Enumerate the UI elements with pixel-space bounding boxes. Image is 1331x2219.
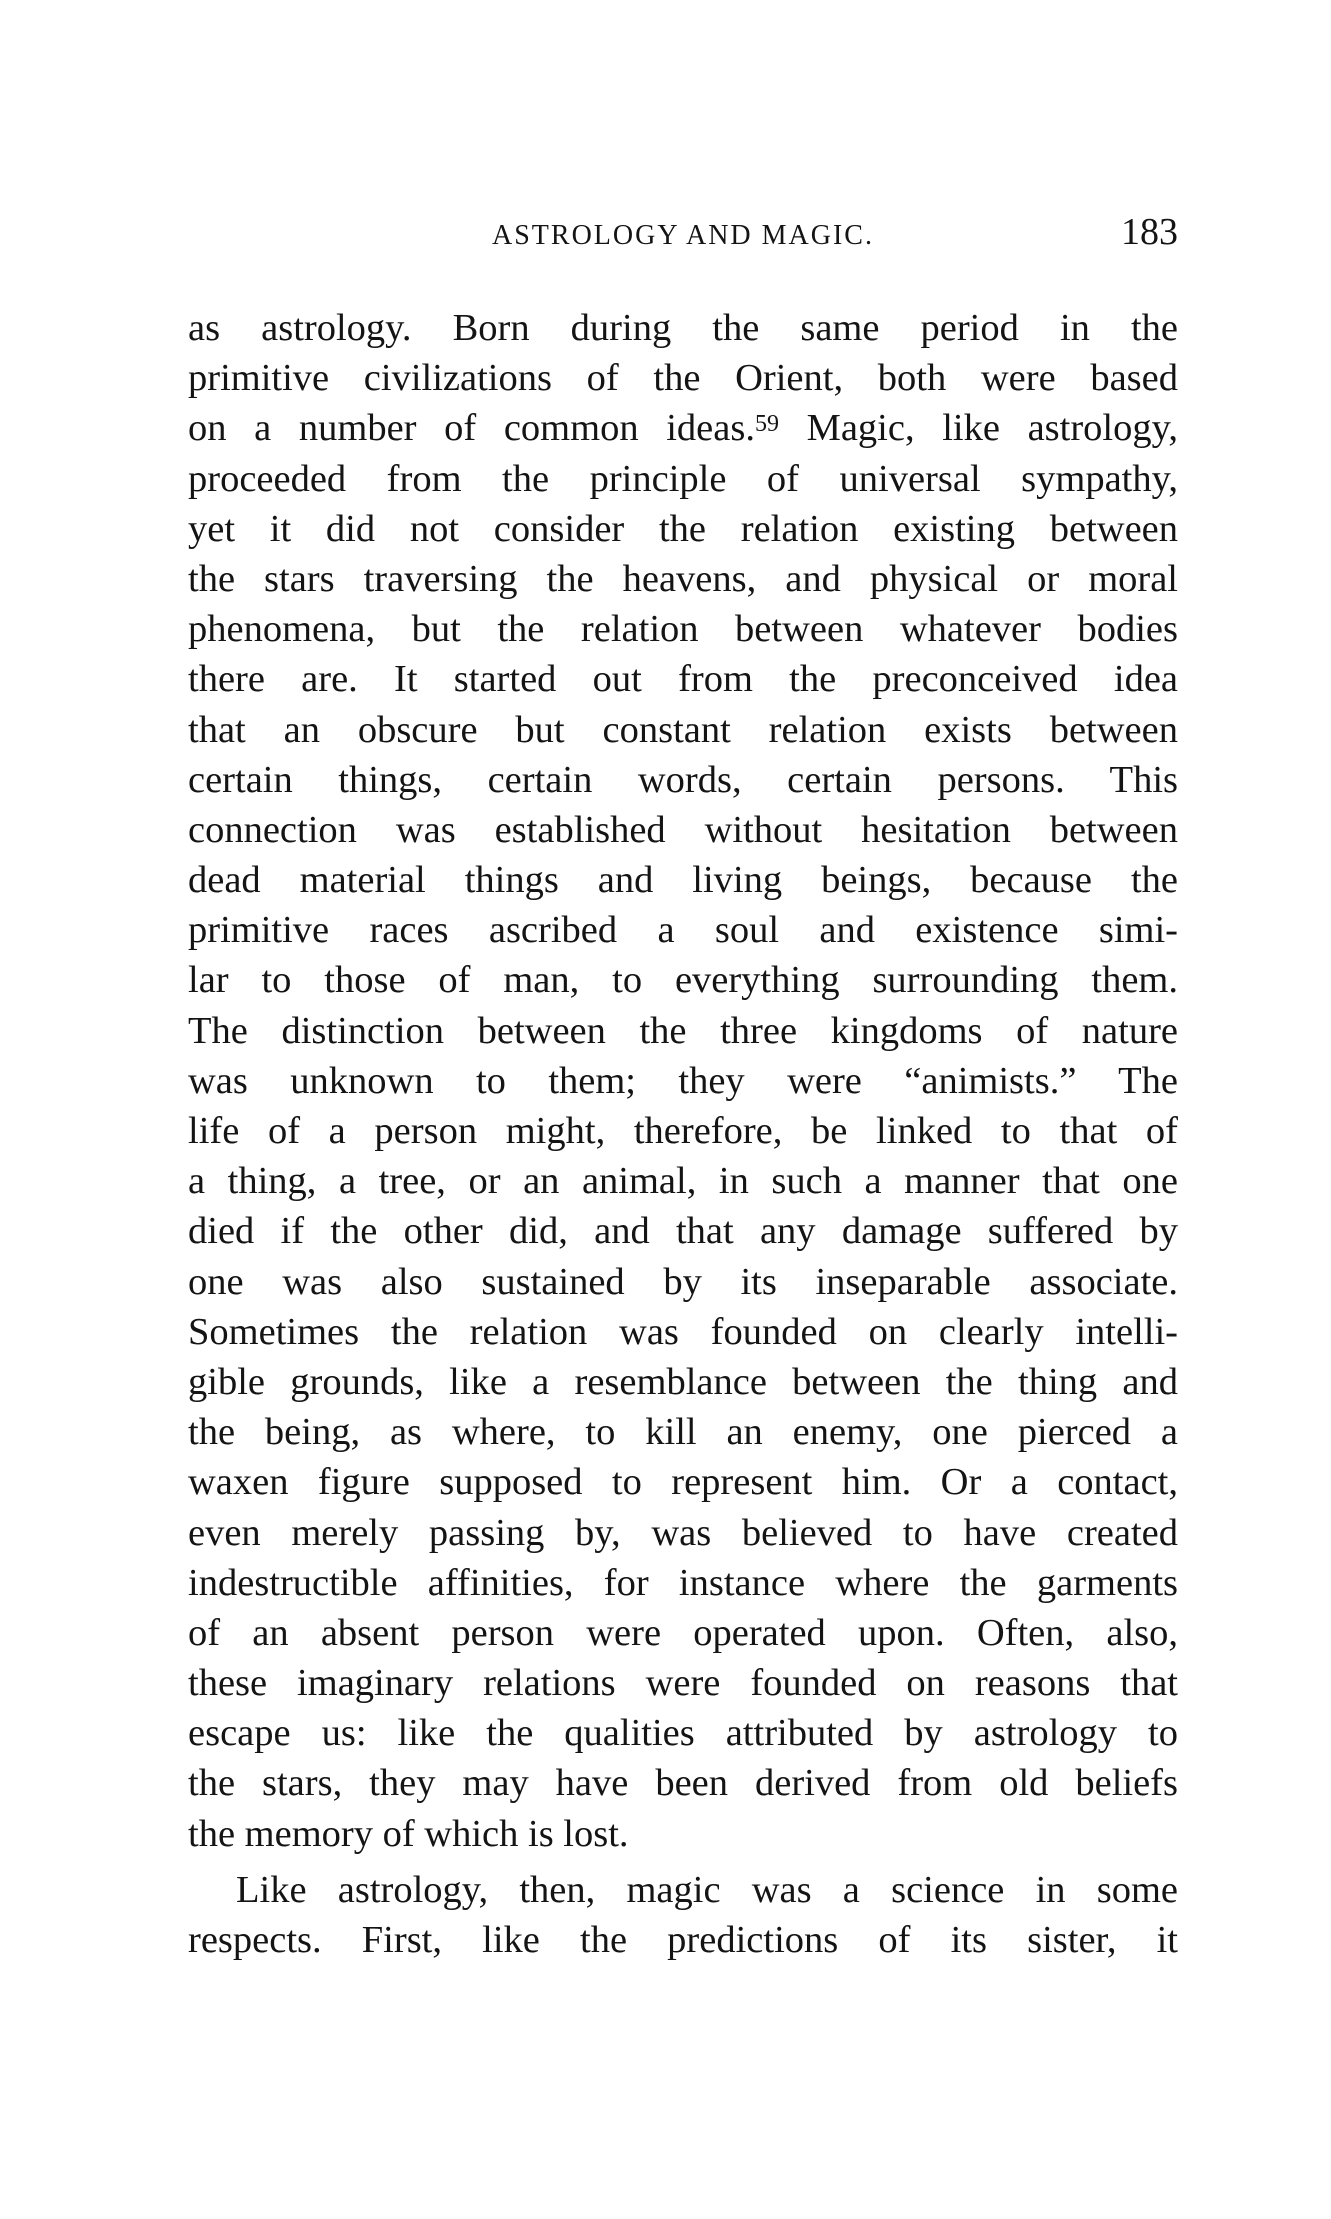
text-line: yet it did not consider the relation existing between <box>188 507 1178 550</box>
text-line: the stars, they may have been derived from old beliefs <box>188 1762 1178 1805</box>
text-segment: on a number of common ideas. <box>188 407 755 450</box>
text-line: a thing, a tree, or an animal, in such a manner that one <box>188 1160 1178 1203</box>
text-line: these imaginary relations were founded on reasons that <box>188 1662 1178 1705</box>
text-line <box>188 403 1178 453</box>
text-line: dead material things and living beings, because the <box>188 859 1178 902</box>
text-line: waxen figure supposed to represent him. Or a contact, <box>188 1461 1178 1504</box>
text-line: died if the other did, and that any damage suffered by <box>188 1210 1178 1253</box>
text-line: the being, as where, to kill an enemy, one pierced a <box>188 1411 1178 1454</box>
text-line: phenomena, but the relation between whatever bodies <box>188 608 1178 651</box>
text-line: proceeded from the principle of universal sympathy, <box>188 457 1178 500</box>
text-line: as astrology. Born during the same period in the <box>188 307 1178 349</box>
text-line: even merely passing by, was believed to have created <box>188 1511 1178 1554</box>
text-line: life of a person might, therefore, be linked to that of <box>188 1110 1178 1152</box>
text-line: primitive races ascribed a soul and existence simi- <box>188 909 1178 952</box>
text-line: the memory of which is lost. <box>188 1812 629 1855</box>
text-line: was unknown to them; they were “animists.” The <box>188 1059 1178 1102</box>
text-line: gible grounds, like a resemblance between the thing and <box>188 1360 1178 1403</box>
text-segment: Magic, like astrology, <box>778 407 1179 450</box>
text-line: there are. It started out from the preconceived idea <box>188 658 1178 701</box>
text-line: Like astrology, then, magic was a science in some <box>236 1868 1178 1911</box>
text-line: of an absent person were operated upon. Often, also, <box>188 1611 1178 1654</box>
text-line: primitive civilizations of the Orient, both were based <box>188 357 1178 400</box>
text-line: escape us: like the qualities attributed by astrology to <box>188 1712 1178 1755</box>
text-line: indestructible affinities, for instance where the garments <box>188 1561 1178 1604</box>
text-line: Sometimes the relation was founded on clearly intelli- <box>188 1310 1178 1353</box>
footnote-reference: 59 <box>754 411 779 438</box>
running-head <box>188 210 1178 260</box>
text-line: one was also sustained by its inseparable associate. <box>188 1260 1178 1303</box>
page-number: 183 <box>1121 211 1178 253</box>
running-title: ASTROLOGY AND MAGIC. <box>492 220 874 251</box>
body-text <box>188 303 1178 1965</box>
text-line: respects. First, like the predictions of its sister, it <box>188 1919 1178 1961</box>
text-line: connection was established without hesitation between <box>188 808 1178 851</box>
paragraph-2 <box>188 1865 1178 1965</box>
text-line: lar to those of man, to everything surrounding them. <box>188 959 1178 1002</box>
paragraph-1 <box>188 303 1178 1859</box>
text-line: that an obscure but constant relation exists between <box>188 708 1178 751</box>
text-line: certain things, certain words, certain persons. This <box>188 758 1178 801</box>
text-line: the stars traversing the heavens, and physical or moral <box>188 557 1178 600</box>
text-line: The distinction between the three kingdoms of nature <box>188 1009 1178 1052</box>
